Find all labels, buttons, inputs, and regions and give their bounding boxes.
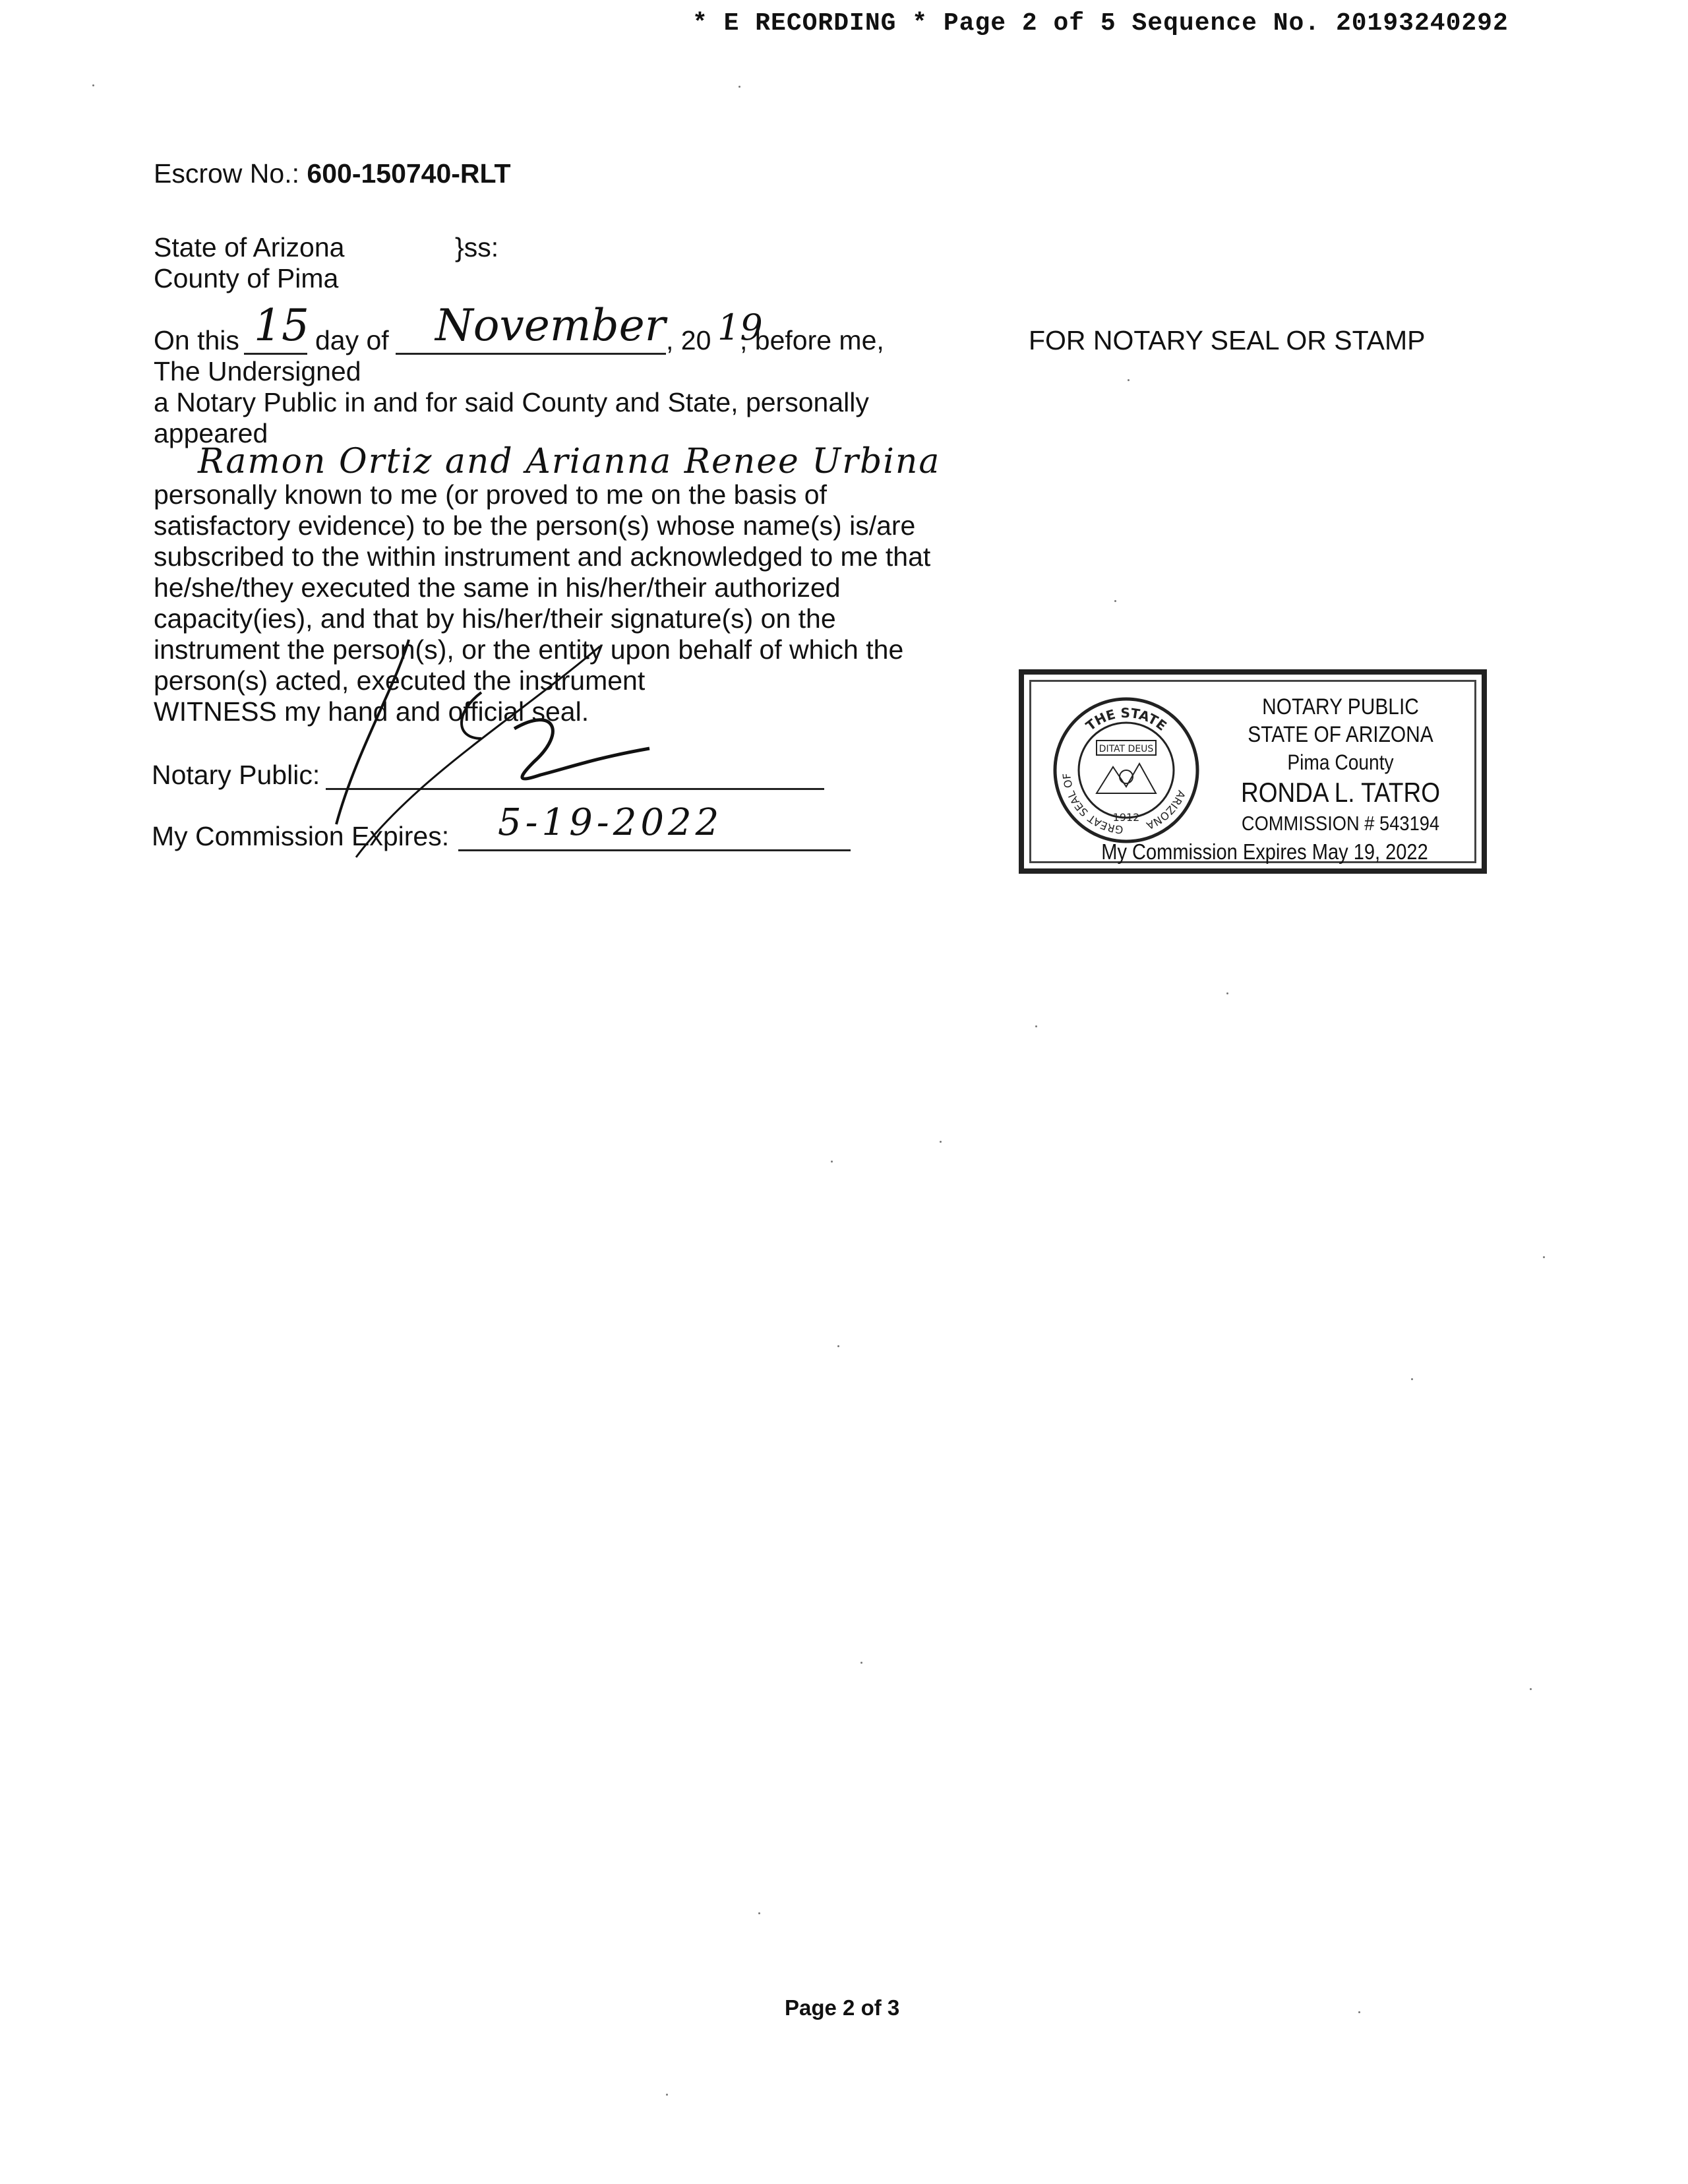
stamp-state: STATE OF ARIZONA: [1248, 722, 1433, 747]
seal-motto: DITAT DEUS: [1099, 744, 1154, 754]
seal-text-top: THE STATE: [1083, 704, 1170, 734]
commission-label: My Commission Expires:: [152, 821, 450, 851]
page-footer: Page 2 of 3: [785, 1995, 900, 2020]
stamp-commission: COMMISSION # 543194: [1241, 812, 1440, 835]
stamp-notary-name: RONDA L. TATRO: [1241, 777, 1440, 808]
venue-state: State of Arizona: [154, 232, 345, 262]
officer-title: The Undersigned: [154, 356, 361, 386]
stamp-expires: My Commission Expires May 19, 2022: [1101, 839, 1428, 864]
body-line: satisfactory evidence) to be the person(s) whose name(s) is/are: [154, 510, 916, 541]
body-line: subscribed to the within instrument and acknowledged to me that: [154, 541, 931, 572]
persons-appeared: Ramon Ortiz and Arianna Renee Urbina: [198, 442, 941, 481]
stamp-county: Pima County: [1287, 750, 1394, 774]
year-prefix: , 20: [666, 325, 711, 355]
body-line: person(s) acted, executed the instrument: [154, 665, 646, 696]
year-value: 19: [717, 307, 763, 348]
body-line: personally known to me (or proved to me on the basis of: [154, 479, 827, 510]
escrow-label: Escrow No.:: [154, 158, 299, 189]
body-line: instrument the person(s), or the entity upon behalf of which the: [154, 634, 904, 665]
body-line: capacity(ies), and that by his/her/their signature(s) on the: [154, 603, 836, 634]
recording-header: * E RECORDING * Page 2 of 5 Sequence No. 20193240292: [692, 9, 1509, 38]
notary-line: a Notary Public in and for said County and State, personally: [154, 387, 869, 417]
notary-signature: [316, 607, 712, 870]
venue-ss: }ss:: [455, 232, 499, 262]
appeared-label: appeared: [154, 418, 268, 448]
month-value: November: [435, 300, 666, 351]
arizona-state-seal-icon: [1050, 694, 1202, 846]
on-this-label: On this: [154, 325, 239, 355]
notary-stamp: [1019, 669, 1487, 874]
day-of-label: day of: [315, 325, 389, 355]
day-value: 15: [254, 300, 309, 351]
before-me-label: , before me,: [740, 325, 884, 355]
notary-public-label: Notary Public:: [152, 760, 320, 790]
escrow-line: [154, 158, 511, 189]
body-line: he/she/they executed the same in his/her/their authorized: [154, 572, 841, 603]
stamp-title: NOTARY PUBLIC: [1262, 694, 1419, 719]
escrow-number: 600-150740-RLT: [307, 158, 511, 189]
seal-year: 1912: [1112, 811, 1140, 824]
svg-text:THE STATE: [1083, 705, 1170, 734]
seal-text-left: GREAT SEAL OF: [1060, 772, 1124, 837]
commission-date-value: 5-19-2022: [498, 801, 723, 844]
body-line: WITNESS my hand and official seal.: [154, 696, 589, 727]
seal-text-right: ARIZONA: [1144, 788, 1188, 832]
seal-area-label: FOR NOTARY SEAL OR STAMP: [1029, 325, 1426, 355]
venue-county: County of Pima: [154, 263, 339, 293]
